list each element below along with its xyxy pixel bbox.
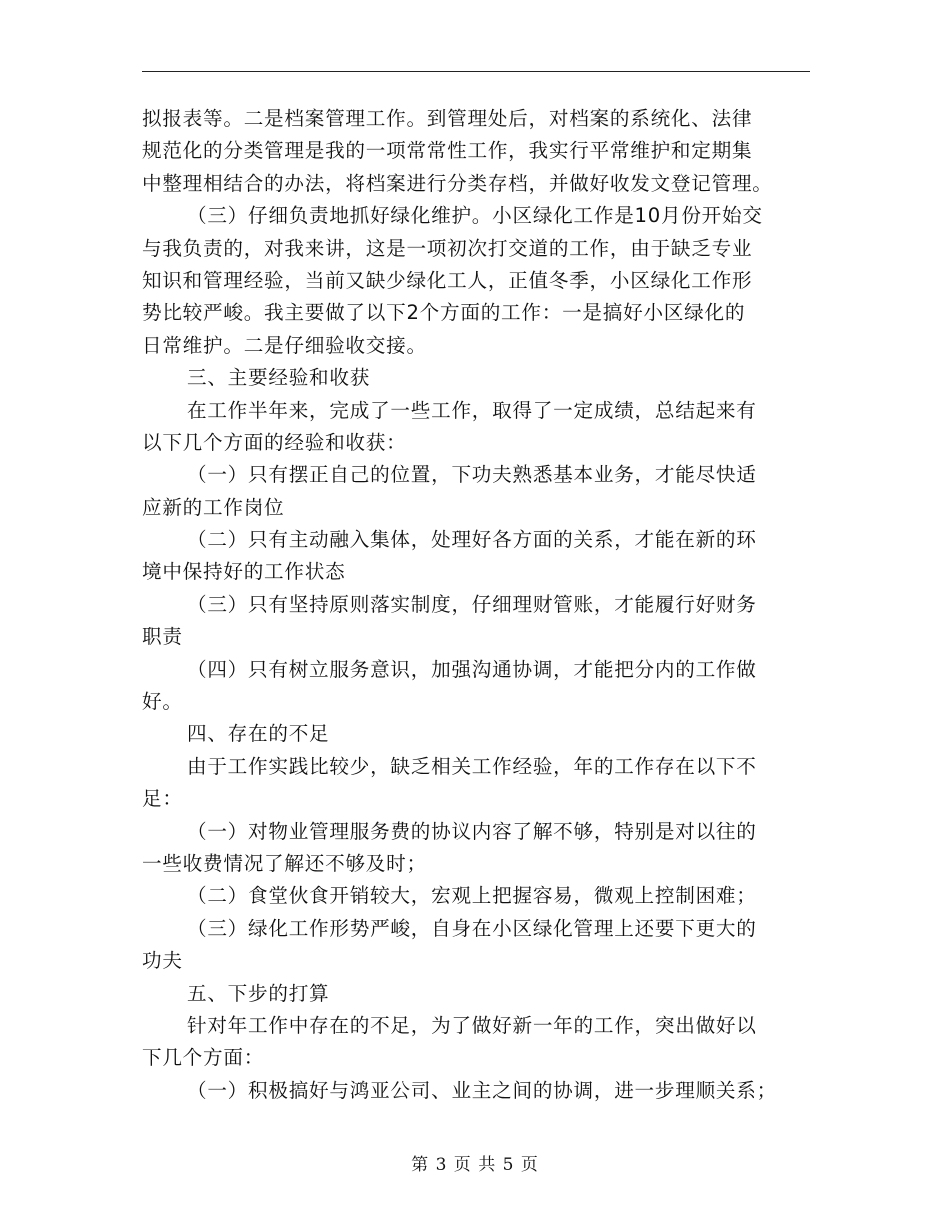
text-line: 一些收费情况了解还不够及时； — [142, 851, 427, 875]
text-line: （三）绿化工作形势严峻，自身在小区绿化管理上还要下更大的 — [187, 916, 757, 940]
text-line: （三）只有坚持原则落实制度，仔细理财管账，才能履行好财务 — [187, 592, 757, 616]
text-line: 四、存在的不足 — [187, 722, 330, 746]
text-line: （三）仔细负责地抓好绿化维护。小区绿化工作是10月份开始交 — [187, 204, 763, 228]
text-line: 与我负责的，对我来讲，这是一项初次打交道的工作，由于缺乏专业 — [142, 236, 753, 260]
text-line: （一）积极搞好与鸿亚公司、业主之间的协调，进一步理顺关系； — [187, 1078, 777, 1102]
text-line: 下几个方面： — [142, 1046, 265, 1070]
text-line: 由于工作实践比较少，缺乏相关工作经验，年的工作存在以下不 — [187, 754, 757, 778]
page-number-footer: 第 3 页 共 5 页 — [411, 1155, 539, 1175]
text-line: 知识和管理经验，当前又缺少绿化工人，正值冬季，小区绿化工作形 — [142, 268, 753, 292]
text-line: 好。 — [142, 690, 183, 714]
text-line: （二）只有主动融入集体，处理好各方面的关系，才能在新的环 — [187, 528, 757, 552]
text-line: （四）只有树立服务意识，加强沟通协调，才能把分内的工作做 — [187, 657, 757, 681]
text-line: 以下几个方面的经验和收获： — [142, 430, 407, 454]
text-line: 三、主要经验和收获 — [187, 366, 371, 390]
text-line: 中整理相结合的办法，将档案进行分类存档，并做好收发文登记管理。 — [142, 171, 773, 195]
text-line: 职责 — [142, 625, 183, 649]
header-rule — [142, 71, 810, 72]
text-line: 应新的工作岗位 — [142, 495, 285, 519]
text-line: 针对年工作中存在的不足，为了做好新一年的工作，突出做好以 — [187, 1013, 757, 1037]
text-line: 拟报表等。二是档案管理工作。到管理处后，对档案的系统化、法律 — [142, 107, 753, 130]
text-line: （一）只有摆正自己的位置，下功夫熟悉基本业务，才能尽快适 — [187, 463, 757, 487]
text-line: （一）对物业管理服务费的协议内容了解不够，特别是对以往的 — [187, 819, 757, 843]
text-line: 日常维护。二是仔细验收交接。 — [142, 333, 427, 357]
text-line: 规范化的分类管理是我的一项常常性工作，我实行平常维护和定期集 — [142, 139, 753, 163]
body-text — [142, 103, 812, 1107]
text-line: 境中保持好的工作状态 — [142, 560, 346, 584]
text-line: 在工作半年来，完成了一些工作，取得了一定成绩，总结起来有 — [187, 398, 757, 422]
text-line: （二）食堂伙食开销较大，宏观上把握容易，微观上控制困难； — [187, 884, 757, 908]
text-line: 足： — [142, 787, 183, 811]
text-line: 势比较严峻。我主要做了以下2个方面的工作：一是搞好小区绿化的 — [142, 301, 746, 325]
text-line: 五、下步的打算 — [187, 981, 330, 1005]
text-line: 功夫 — [142, 949, 183, 973]
